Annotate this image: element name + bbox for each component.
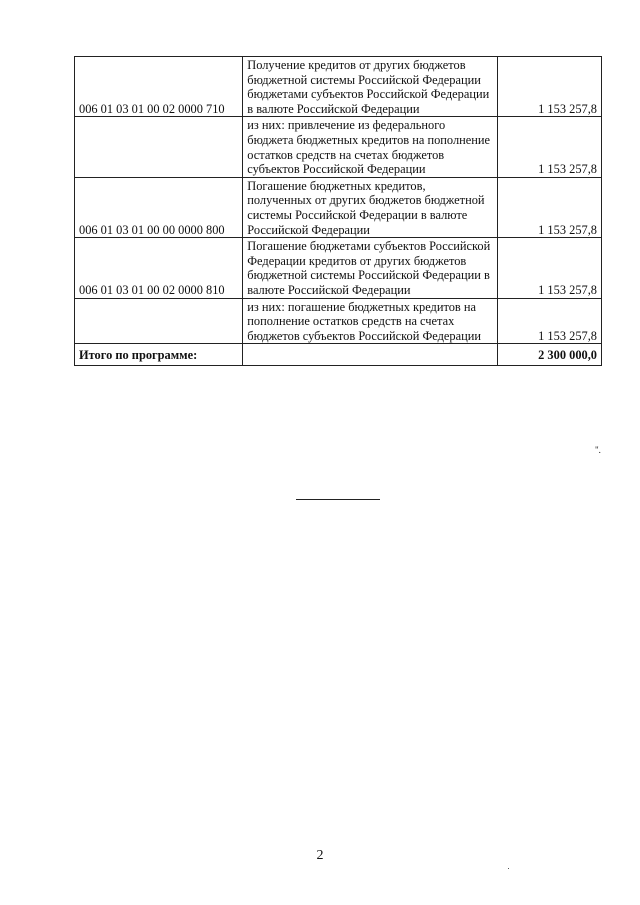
total-row bbox=[75, 344, 602, 366]
description-cell: Погашение бюджетами субъектов Российской Федерации кредитов от других бюджетов бюджетной системы Российской Федерации в валюте Российской Федерации bbox=[243, 238, 498, 298]
amount-cell: 1 153 257,8 bbox=[498, 238, 602, 298]
total-label: Итого по программе: bbox=[75, 344, 243, 366]
budget-table bbox=[74, 56, 602, 366]
separator-line bbox=[296, 499, 380, 500]
page-number: 2 bbox=[316, 848, 324, 863]
description-cell: из них: привлечение из федерального бюджета бюджетных кредитов на пополнение остатков средств на счетах бюджетов субъектов Российской Федерации bbox=[243, 117, 498, 177]
amount-cell: 1 153 257,8 bbox=[498, 117, 602, 177]
closing-quote-mark: ". bbox=[595, 445, 601, 455]
amount-cell: 1 153 257,8 bbox=[498, 57, 602, 117]
budget-code-cell: 006 01 03 01 00 02 0000 710 bbox=[75, 57, 243, 117]
table-row bbox=[75, 298, 602, 344]
description-cell: Погашение бюджетных кредитов, полученных от других бюджетов бюджетной системы Российской Федерации в валюте Российской Федерации bbox=[243, 177, 498, 237]
table-row bbox=[75, 238, 602, 298]
budget-code-cell: 006 01 03 01 00 02 0000 810 bbox=[75, 238, 243, 298]
description-cell: из них: погашение бюджетных кредитов на пополнение остатков средств на счетах бюджетов субъектов Российской Федерации bbox=[243, 298, 498, 344]
total-amount: 2 300 000,0 bbox=[498, 344, 602, 366]
table-row bbox=[75, 177, 602, 237]
budget-code-cell bbox=[75, 298, 243, 344]
table-row bbox=[75, 57, 602, 117]
amount-cell: 1 153 257,8 bbox=[498, 298, 602, 344]
total-description-cell bbox=[243, 344, 498, 366]
table-row bbox=[75, 117, 602, 177]
budget-code-cell: 006 01 03 01 00 00 0000 800 bbox=[75, 177, 243, 237]
description-cell: Получение кредитов от других бюджетов бюджетной системы Российской Федерации бюджетами субъектов Российской Федерации в валюте Российской Федерации bbox=[243, 57, 498, 117]
budget-code-cell bbox=[75, 117, 243, 177]
amount-cell: 1 153 257,8 bbox=[498, 177, 602, 237]
scan-speck bbox=[508, 868, 509, 869]
